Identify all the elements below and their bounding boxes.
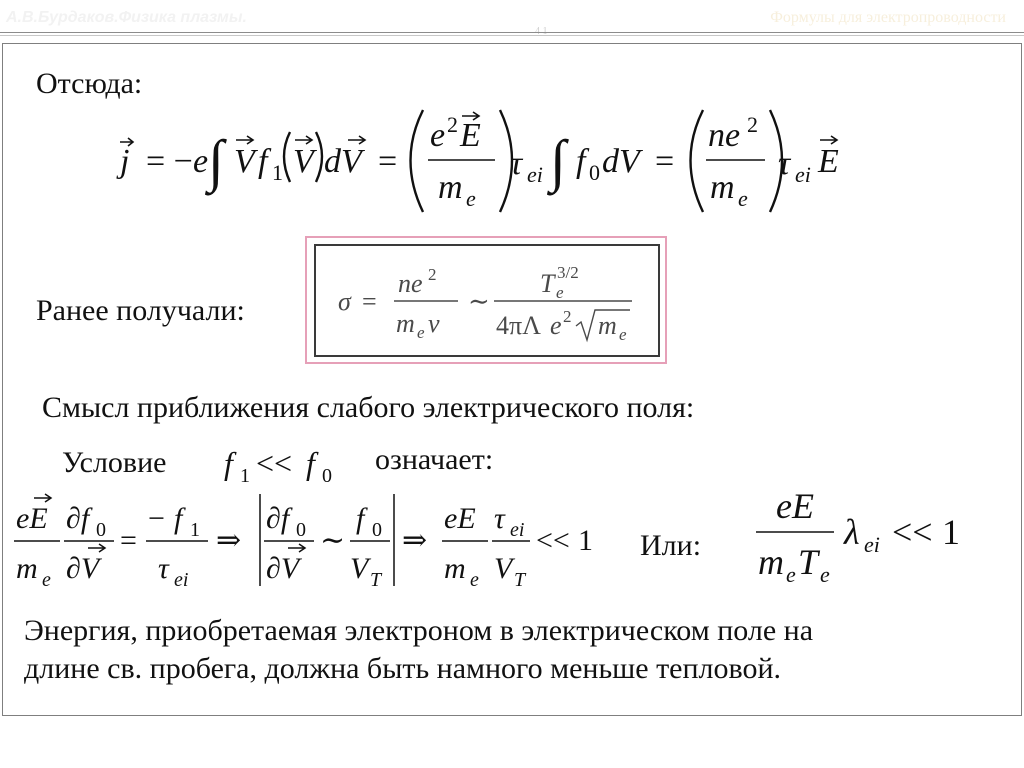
svg-text:σ: σ	[338, 287, 351, 316]
svg-text:1: 1	[578, 524, 593, 557]
svg-text:ne: ne	[398, 269, 423, 298]
svg-text:ei: ei	[510, 519, 525, 541]
conclusion-line-1: Энергия, приобретаемая электроном в электрическом поле на	[24, 614, 814, 647]
svg-text:j: j	[120, 143, 130, 180]
svg-text:∂f: ∂f	[66, 502, 90, 535]
svg-text:e: e	[193, 143, 209, 180]
svg-text:ei: ei	[864, 532, 880, 557]
svg-text:1: 1	[190, 519, 200, 541]
svg-text:0: 0	[589, 160, 600, 185]
svg-text:T: T	[514, 569, 526, 591]
svg-text:m: m	[438, 169, 463, 206]
conclusion-line-2: длине св. пробега, должна быть намного меньше тепловой.	[24, 652, 782, 685]
svg-text:dV: dV	[324, 143, 362, 180]
svg-text:∂V: ∂V	[66, 552, 100, 585]
svg-text:eE: eE	[776, 486, 814, 526]
svg-text:2: 2	[563, 307, 572, 326]
svg-text:f: f	[576, 143, 586, 180]
svg-text:m: m	[16, 552, 38, 585]
svg-text:=: =	[378, 143, 398, 180]
svg-text:m: m	[444, 552, 466, 585]
svg-text:0: 0	[96, 519, 106, 541]
svg-text:dV: dV	[602, 143, 640, 180]
svg-text:m: m	[396, 309, 415, 338]
svg-text:V: V	[293, 143, 314, 180]
svg-text:f: f	[356, 502, 365, 535]
or-label: Или:	[640, 529, 702, 562]
header-author-title: А.В.Бурдаков.Физика плазмы.	[6, 9, 247, 26]
svg-text:∼: ∼	[320, 524, 346, 557]
svg-text:V: V	[350, 552, 369, 585]
svg-text:−: −	[148, 502, 165, 535]
svg-text:e: e	[470, 569, 479, 591]
svg-text:e: e	[619, 325, 627, 344]
meaning-heading: Смысл приближения слабого электрического поля:	[42, 391, 695, 424]
svg-text:e: e	[417, 323, 425, 342]
header-rule-secondary	[0, 35, 1024, 36]
mean-free-path-condition	[750, 480, 980, 590]
svg-text:m: m	[758, 542, 784, 582]
svg-text:m: m	[710, 169, 735, 206]
means-label: означает:	[375, 443, 494, 476]
svg-text:3/2: 3/2	[557, 263, 579, 282]
svg-text:∼: ∼	[468, 287, 490, 316]
current-density-equation	[110, 100, 850, 220]
svg-text:⇒: ⇒	[216, 524, 242, 557]
svg-text:0: 0	[372, 519, 382, 541]
svg-text:2: 2	[428, 265, 437, 284]
svg-text:4πΛ: 4πΛ	[496, 311, 541, 340]
svg-text:e: e	[430, 117, 446, 154]
weak-field-estimate-chain	[10, 486, 610, 592]
svg-text:τ: τ	[158, 552, 169, 585]
svg-text:V: V	[494, 552, 513, 585]
svg-text:eE: eE	[16, 502, 48, 535]
svg-text:=: =	[362, 287, 377, 316]
svg-text:0: 0	[322, 465, 332, 487]
from-here-label: Отсюда:	[36, 67, 143, 100]
svg-text:eE: eE	[444, 502, 476, 535]
svg-text:=: =	[655, 143, 675, 180]
svg-text:f: f	[174, 502, 183, 535]
svg-text:ei: ei	[174, 569, 189, 591]
svg-text:f: f	[258, 143, 268, 180]
conductivity-formula	[318, 248, 656, 354]
svg-text:∂V: ∂V	[266, 552, 300, 585]
svg-text:e: e	[786, 562, 796, 587]
svg-text:<<: <<	[892, 512, 933, 552]
header-section-title: Формулы для электропроводности	[770, 9, 1006, 26]
svg-text:e: e	[550, 311, 562, 340]
svg-text:τ: τ	[494, 502, 505, 535]
svg-text:E: E	[818, 143, 839, 180]
svg-text:e: e	[42, 569, 51, 591]
svg-text:1: 1	[272, 160, 283, 185]
svg-text:1: 1	[942, 512, 960, 552]
svg-text:T: T	[540, 269, 555, 298]
svg-text:⇒: ⇒	[402, 524, 428, 557]
svg-text:τ: τ	[510, 145, 523, 182]
svg-text:1: 1	[240, 465, 250, 487]
svg-text:e: e	[820, 562, 830, 587]
condition-formula	[218, 440, 348, 490]
svg-text:e: e	[738, 186, 748, 211]
svg-text:m: m	[598, 311, 617, 340]
condition-label: Условие	[62, 446, 167, 479]
svg-text:λ: λ	[844, 512, 860, 552]
svg-text:∫: ∫	[208, 128, 224, 193]
svg-text:ν: ν	[428, 309, 440, 338]
svg-text:T: T	[798, 542, 819, 582]
svg-text:E: E	[460, 117, 481, 154]
svg-text:<<: <<	[536, 524, 570, 557]
svg-text:∂f: ∂f	[266, 502, 290, 535]
svg-text:2: 2	[447, 112, 458, 137]
svg-text:f: f	[224, 445, 233, 481]
svg-text:τ: τ	[778, 145, 791, 182]
header-rule	[0, 32, 1024, 33]
svg-text:ne: ne	[708, 117, 741, 154]
svg-text:e: e	[466, 186, 476, 211]
svg-text:=: =	[120, 524, 137, 557]
svg-text:<<: <<	[256, 445, 293, 481]
previously-label: Ранее получали:	[36, 294, 245, 327]
svg-text:e: e	[556, 283, 564, 302]
svg-text:0: 0	[296, 519, 306, 541]
svg-text:V: V	[234, 143, 255, 180]
svg-text:ei: ei	[527, 162, 543, 187]
svg-text:ei: ei	[795, 162, 811, 187]
svg-text:2: 2	[747, 112, 758, 137]
svg-text:∫: ∫	[550, 128, 566, 193]
svg-text:T: T	[370, 569, 382, 591]
svg-text:f: f	[306, 445, 315, 481]
svg-text:= −: = −	[146, 143, 193, 180]
